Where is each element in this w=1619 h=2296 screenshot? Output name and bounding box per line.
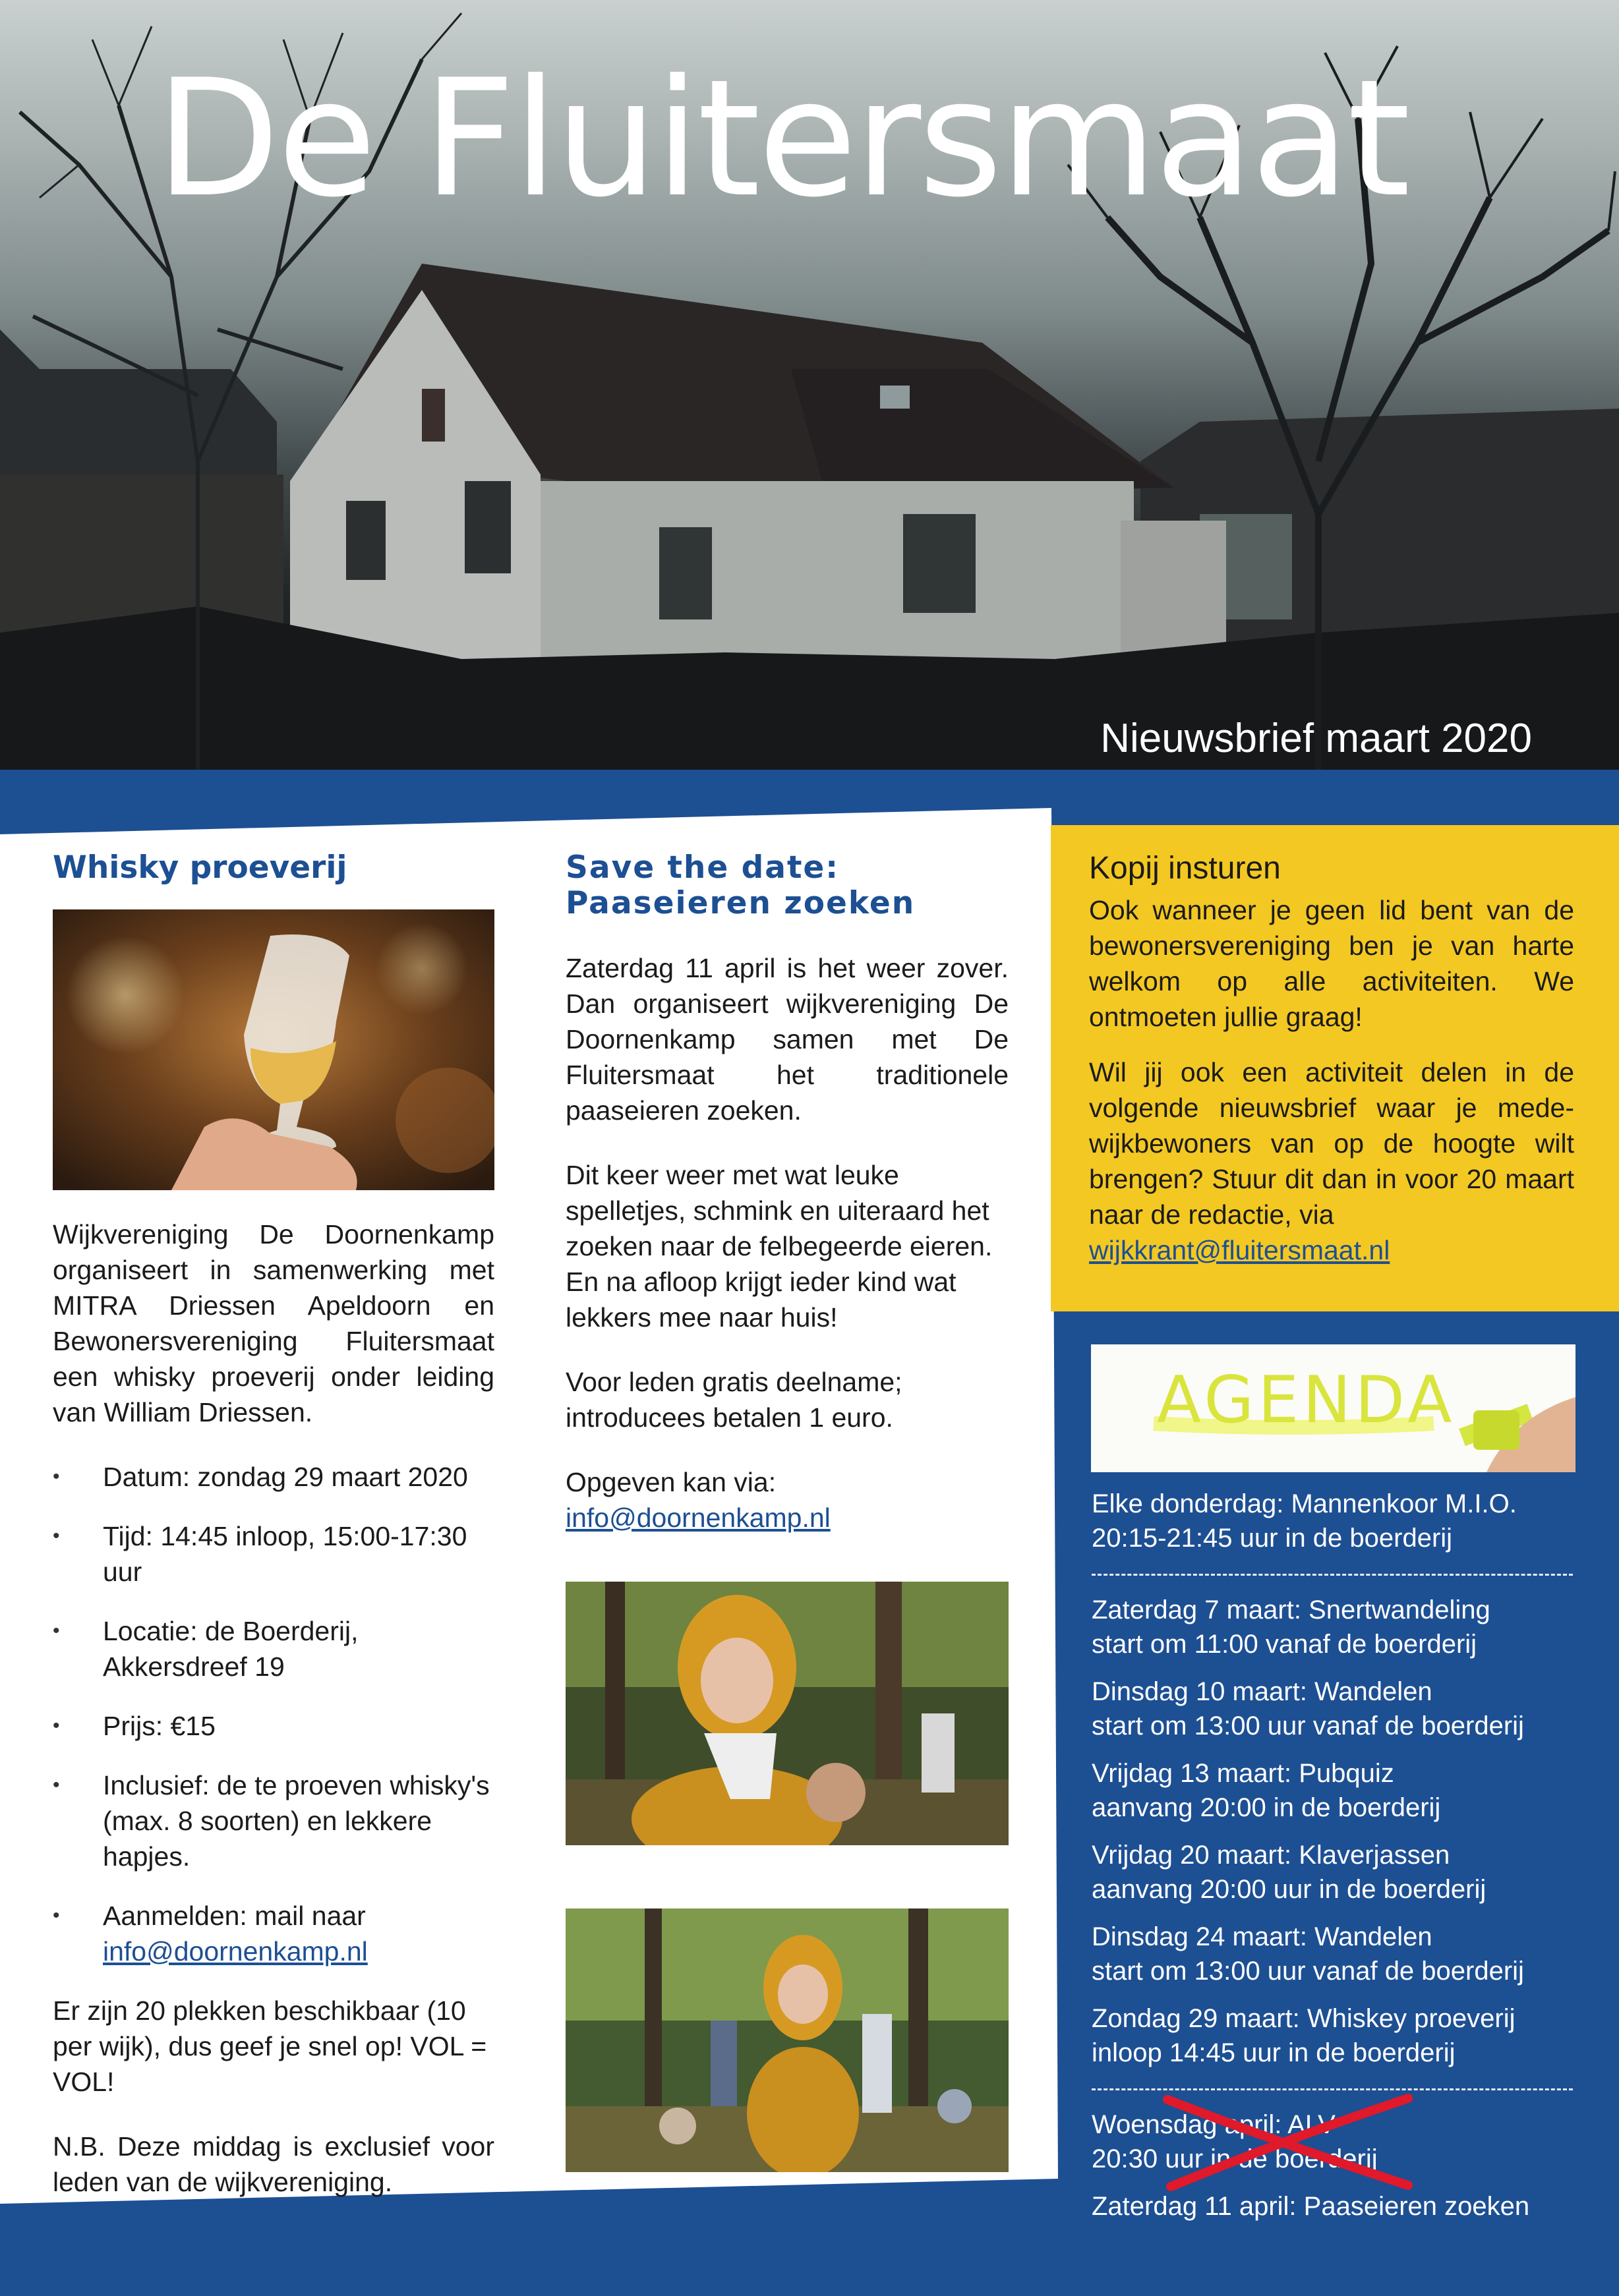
whisky-heading: Whisky proeverij [53, 849, 347, 886]
easter-paragraph-1: Zaterdag 11 april is het weer zover. Dan organiseert wijkvereniging De Doornenkamp samen met De Fluitersmaat het traditionele paaseieren zoeken. [566, 953, 1009, 1126]
easter-signup-email-link[interactable]: info@doornenkamp.nl [566, 1503, 831, 1533]
whisky-column [53, 850, 494, 2200]
kopij-paragraph-2: Wil jij ook een activiteit delen in de volgende nieuwsbrief waar je mede-wijkbewoners van op de hoogte wilt brengen? Stuur dit dan in voor 20 maart naar de redactie, via [1089, 1057, 1574, 1230]
agenda-list [1092, 1487, 1573, 2237]
agenda-item: Dinsdag 10 maart: Wandelen start om 13:00 uur vanaf de boerderij [1092, 1677, 1524, 1740]
kopij-box [1051, 825, 1619, 1311]
newsletter-title: De Fluitersmaat [156, 45, 1408, 233]
marker-icon [1473, 1410, 1519, 1450]
agenda-divider [1092, 1574, 1573, 1576]
signup-label: Aanmelden: mail naar [103, 1901, 366, 1931]
detail-location: • Locatie: de Boerderij, Akkersdreef 19 [53, 1613, 494, 1684]
easter-bunny-photo-2 [566, 1909, 1009, 2172]
agenda-item: Vrijdag 20 maart: Klaverjassen aanvang 20:00 uur in de boerderij [1092, 1841, 1487, 1904]
easter-signup-label: Opgeven kan via: [566, 1467, 777, 1497]
agenda-item-cancelled: Woensdag april: ALV 20:30 uur in de boerderij [1092, 2108, 1573, 2176]
detail-date: • Datum: zondag 29 maart 2020 [53, 1459, 494, 1495]
easter-column [566, 850, 1009, 2172]
whisky-details-list [53, 1459, 494, 1969]
agenda-item: Vrijdag 13 maart: Pubquiz aanvang 20:00 in de boerderij [1092, 1759, 1441, 1822]
agenda-item: Zondag 29 maart: Whiskey proeverij inloop 14:45 uur in de boerderij [1092, 2004, 1516, 2067]
agenda-divider [1092, 2088, 1573, 2090]
agenda-banner-image [1091, 1344, 1575, 1472]
detail-time: • Tijd: 14:45 inloop, 15:00-17:30 uur [53, 1518, 494, 1590]
whisky-intro: Wijkvereniging De Doornenkamp organiseert in samenwerking met MITRA Driessen Apeldoorn en Bewonersvereniging Fluitersmaat een whisky proeverij onder leiding van William Driessen. [53, 1219, 494, 1427]
agenda-banner-text: AGENDA [1157, 1363, 1456, 1438]
kopij-email-link[interactable]: wijkkrant@fluitersmaat.nl [1089, 1235, 1390, 1265]
easter-heading: Save the date: Paaseieren zoeken [566, 849, 916, 921]
easter-paragraph-3: Voor leden gratis deelname; introducees betalen 1 euro. [566, 1367, 902, 1433]
easter-paragraph-2: Dit keer weer met wat leuke spelletjes, schmink en uiteraard het zoeken naar de felbegeerde eieren. En na afloop krijgt ieder kind wat lekkers mee naar huis! [566, 1160, 993, 1333]
agenda-item: Zaterdag 7 maart: Snertwandeling start om 11:00 vanaf de boerderij [1092, 1595, 1490, 1659]
kopij-content [1089, 849, 1574, 1268]
kopij-paragraph-1: Ook wanneer je geen lid bent van de bewonersvereniging ben je van harte welkom op alle activiteiten. We ontmoeten jullie graag! [1089, 895, 1574, 1032]
detail-included: • Inclusief: de te proeven whisky's (max. 8 soorten) en lekkere hapjes. [53, 1767, 494, 1874]
agenda-item: Dinsdag 24 maart: Wandelen start om 13:00 uur vanaf de boerderij [1092, 1922, 1524, 1986]
whisky-glass-photo [53, 909, 494, 1190]
detail-price: • Prijs: €15 [53, 1708, 494, 1744]
whisky-note: N.B. Deze middag is exclusief voor leden van de wijkvereniging. [53, 2131, 494, 2197]
whisky-places: Er zijn 20 plekken beschikbaar (10 per wijk), dus geef je snel op! VOL = VOL! [53, 1995, 487, 2097]
header-photo [0, 0, 1619, 772]
whisky-signup-email-link[interactable]: info@doornenkamp.nl [103, 1936, 368, 1966]
detail-signup [53, 1898, 494, 1969]
kopij-heading: Kopij insturen [1089, 851, 1281, 886]
agenda-item-last: Zaterdag 11 april: Paaseieren zoeken [1092, 2192, 1530, 2221]
agenda-recurring: Elke donderdag: Mannenkoor M.I.O. 20:15-21:45 uur in de boerderij [1092, 1489, 1517, 1553]
easter-bunny-photo-1 [566, 1582, 1009, 1845]
issue-label: Nieuwsbrief maart 2020 [1100, 716, 1532, 761]
